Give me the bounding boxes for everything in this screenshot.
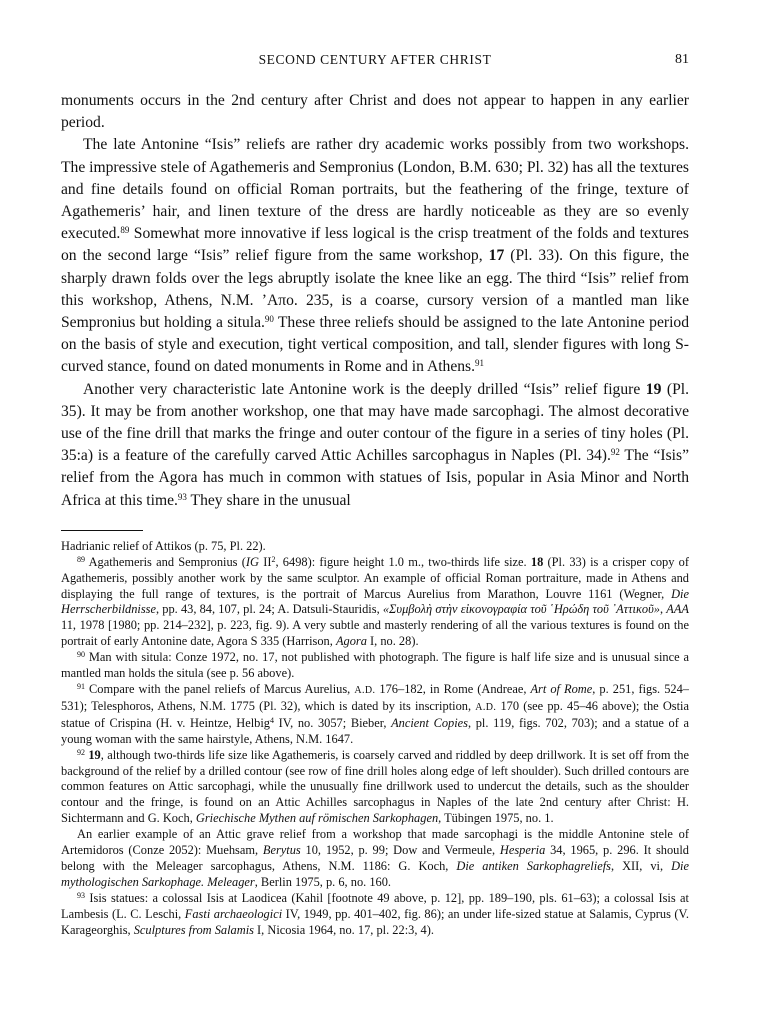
p1-text: monuments occurs in the 2nd century after Christ and does not appear to happen in any earlier period. (61, 92, 689, 132)
fn92-a: , although two-thirds life size like Agathemeris, is coarsely carved and riddled by deep drillwork. It is set off from the background of the relief by a drilled contour (see row of fine drill holes along edge of left shoulder). Such drilled contours are common features on Attic sarcophagi, while the unusually fine drillwork used to undercut the details, such as the shoulder contour and the fringe, is found on an Attic Achilles sarcophagus in Naples of the late 2nd century after Christ: H. Sichtermann and G. Koch, (61, 747, 689, 826)
fn93-i2: Sculptures from Salamis (133, 922, 254, 937)
p2-text-c: (Pl. 33). On this figure, the sharply drawn folds over the legs abruptly isolate the knee like an egg. The third “Isis” relief from this workshop, Athens, N.M. ’Απο. 235, is a coarse, cursory version of a mantled man like Sempronius but holding a situla. (61, 247, 689, 332)
fn91-i1: Art of Rome (530, 682, 593, 697)
fn91-sup: 4 (270, 715, 275, 725)
fn90-text: Man with situla: Conze 1972, no. 17, not published with photograph. The figure is half life size and is unusual since a mantled man holds the situla (see p. 56 above). (61, 650, 689, 681)
p2-text-a: The late Antonine “Isis” reliefs are rather dry academic works possibly from two workshops. The impressive stele of Agathemeris and Sempronius (London, B.M. 630; Pl. 32) has all the textures and fine details found on official Roman portraits, but the feathering of the fringe, texture of Agathemeris’ hair, and linen texture of the dress are hardly noticeable as they are so evenly executed. (61, 136, 689, 243)
fn89-sup: 2 (271, 554, 276, 564)
fn92b-e: , Berlin 1975, p. 6, no. 160. (254, 874, 392, 889)
fn89-f: , (659, 602, 667, 617)
page-number: 81 (675, 52, 689, 67)
fn92b-i3: Die antiken Sarkophagreliefs (456, 858, 611, 873)
footnote-continuation (61, 539, 689, 555)
fn92b-d: , XII, vi, (610, 858, 672, 873)
fn91-d: 170 (see pp. 45–46 above); the Ostia statue of Crispina (H. v. Heintze, Helbig (61, 698, 689, 730)
running-title: SECOND CENTURY AFTER CHRIST (258, 52, 492, 67)
fn92b-i1: Berytus (262, 843, 301, 858)
catalogue-number-19: 19 (645, 380, 662, 398)
fn89-b: II (258, 554, 272, 569)
fn92b-b: 10, 1952, p. 99; Dow and Vermeule, (300, 843, 500, 858)
footnote-91 (61, 682, 689, 748)
fn91-c: , p. 251, figs. 524–531); Telesphoros, Athens, N.M. 1775 (Pl. 32), which is dated by its inscription, (61, 682, 689, 713)
p3-text-d: They share in the unusual (186, 491, 351, 509)
footnote-93 (61, 891, 689, 939)
fn89-g: 11, 1978 [1980; pp. 214–232], p. 223, fig. 9). A very subtle and masterly rendering of all the various textures is found on the portrait of early Antonine date, Agora S 335 (Harrison, (61, 618, 689, 649)
p2-text-b: Somewhat more innovative if less logical is the crisp treatment of the folds and textures on the second large “Isis” relief figure from the same workshop, (61, 225, 689, 265)
footnote-92-continued (61, 827, 689, 891)
fn91-f: , pl. 119, figs. 702, 703); and a statue of a young woman with the same hairstyle, Athens, N.M. 1647. (61, 715, 690, 746)
footnote-92 (61, 748, 689, 828)
catalogue-number-17: 17 (488, 247, 505, 265)
fn91-i2: Ancient Copies (391, 715, 468, 730)
footnote-89 (61, 555, 689, 650)
fn92-catalogue-19: 19 (88, 747, 101, 762)
footnote-90-number: 90 (77, 650, 85, 660)
footnote-93-number: 93 (77, 890, 85, 900)
fn89-i4: Agora (335, 634, 367, 649)
footnote-ref-92[interactable]: 92 (610, 447, 620, 458)
fn89-h: I, no. 28). (366, 634, 419, 649)
footnote-ref-91[interactable]: 91 (475, 358, 485, 369)
fn93-a: Isis statues: a colossal Isis at Laodicea (Kahil [footnote 49 above, p. 12], pp. 189–190, pls. 61–63); a colossal Isis at Lambesis (L. C. Leschi, (61, 890, 689, 921)
paragraph-2 (61, 134, 689, 378)
fn89-e: , pp. 43, 84, 107, pl. 24; A. Datsuli-Stauridis, (156, 602, 383, 617)
footnote-92-number: 92 (77, 747, 85, 757)
fn91-ad2: A.D. (475, 701, 497, 713)
fn92-b: , Tübingen 1975, no. 1. (438, 811, 554, 826)
running-head (61, 50, 689, 74)
paragraph-1 (61, 90, 689, 134)
fn-cont-text: Hadrianic relief of Attikos (p. 75, Pl. 22). (61, 538, 266, 553)
footnote-rule (61, 530, 143, 531)
p3-text-b: (Pl. 35). It may be from another workshop, one that may have made sarcophagi. The almost decorative use of the fine drill that marks the fringe and outer contour of the figure in a series of tiny holes (Pl. 35:a) is a feature of the carefully carved Attic Achilles sarcophagus in Naples (Pl. 34). (61, 380, 689, 465)
fn91-b: 176–182, in Rome (Andreae, (375, 682, 531, 697)
fn92b-c: 34, 1965, p. 296. It should belong with the Meleager sarcophagus, Athens, N.M. 1186: G. Koch, (61, 843, 689, 873)
fn89-c: , 6498): figure height 1.0 m., two-thirds life size. (275, 554, 531, 569)
footnotes (61, 539, 689, 939)
footnote-ref-90[interactable]: 90 (264, 314, 274, 325)
fn93-i1: Fasti archaeologici (184, 906, 283, 921)
fn89-d: (Pl. 33) is a crisper copy of Agathemeris, possibly another work by the same sculptor. An example of official Roman portraiture, made in Athens and displaying the full range of textures, is the portrait of Marcus Aurelius from Marathon, Louvre 1161 (Wegner, (61, 554, 689, 601)
fn89-greek-title: «Συμβολὴ στὴν εἰκονογραφία τοῦ ῾Ηρώδη τοῦ ᾿Αττικοῦ» (382, 602, 660, 617)
footnote-90 (61, 650, 689, 682)
p3-text-a: Another very characteristic late Antonine work is the deeply drilled “Isis” relief figure (83, 380, 646, 398)
fn92b-i4: Die mythologischen Sarkophage. Meleager (61, 858, 689, 889)
main-text (61, 90, 689, 512)
footnote-89-number: 89 (77, 554, 85, 564)
fn89-i3: AAA (666, 602, 689, 617)
footnote-ref-93[interactable]: 93 (177, 491, 187, 502)
p3-text-c: The “Isis” relief from the Agora has much in common with statues of Isis, popular in Asia Minor and North Africa at this time. (61, 447, 690, 509)
fn91-ad1: A.D. (354, 685, 376, 697)
p2-text-d: These three reliefs should be assigned to the late Antonine period on the basis of style and execution, tight vertical composition, and tall, slender figures with long S-curved stance, found on dated monuments in Rome and in Athens. (61, 314, 689, 376)
paragraph-3 (61, 379, 689, 512)
fn92-i1: Griechische Mythen auf römischen Sarkophagen (195, 811, 439, 826)
fn91-e: IV, no. 3057; Bieber, (274, 715, 392, 730)
fn93-c: I, Nicosia 1964, no. 17, pl. 22:3, 4). (253, 922, 434, 937)
footnote-91-number: 91 (77, 682, 85, 692)
fn92b-i2: Hesperia (499, 843, 546, 858)
fn89-a: Agathemeris and Sempronius ( (85, 554, 246, 569)
fn92b-a: An earlier example of an Attic grave relief from a workshop that made sarcophagi is the middle Antonine stele of Artemidoros (Conze 2052): Muehsam, (61, 827, 689, 858)
catalogue-number-18: 18 (530, 554, 544, 569)
page (61, 50, 689, 939)
footnote-ref-89[interactable]: 89 (120, 225, 130, 236)
fn89-ig: IG (245, 554, 259, 569)
fn91-a: Compare with the panel reliefs of Marcus Aurelius, (85, 682, 355, 697)
fn93-b: IV, 1949, pp. 401–402, fig. 86); an under life-sized statue at Salamis, Cyprus (V. Karageorghis, (61, 906, 689, 937)
fn89-i1: Die Herrscherbildnisse (61, 586, 689, 617)
